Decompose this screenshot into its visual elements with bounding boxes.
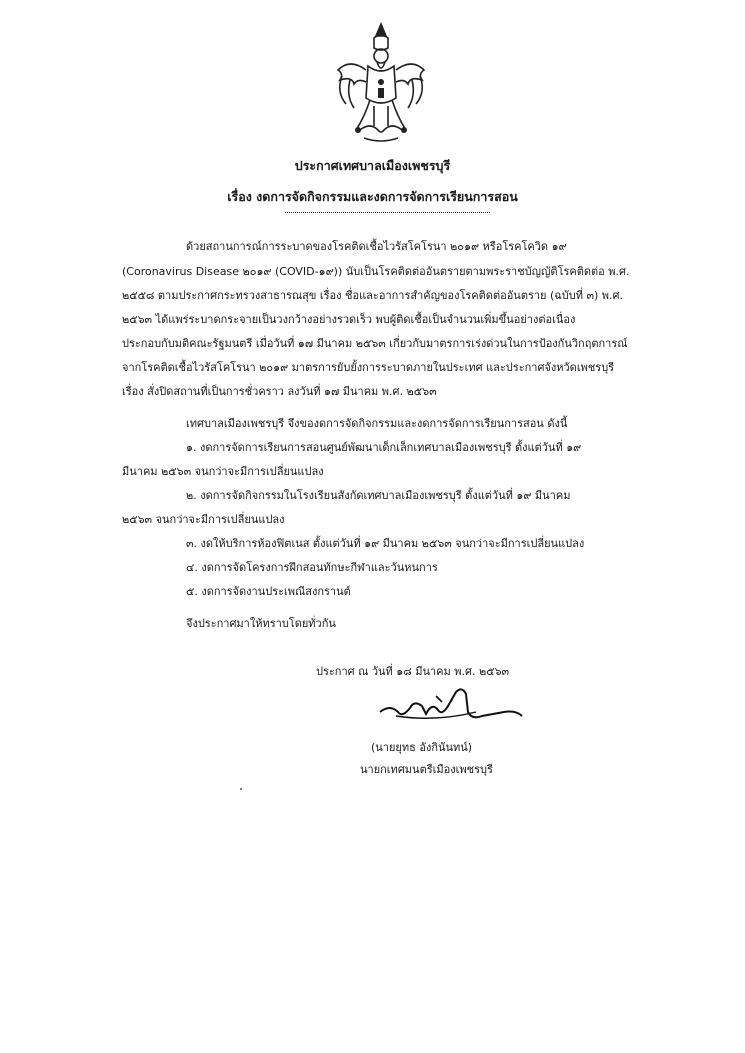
signer-title: นายกเทศมนตรีเมืองเพชรบุรี [360, 763, 493, 776]
item-1-line-2: มีนาคม ๒๕๖๓ จนกว่าจะมีการเปลี่ยนแปลง [122, 465, 324, 478]
intro-line-1: ด้วยสถานการณ์การระบาดของโรคติดเชื้อไวรัสโคโรนา ๒๐๑๙ หรือโรคโควิด ๑๙ [186, 240, 567, 253]
intro-line-6: จากโรคติดเชื้อไวรัสโคโรนา ๒๐๑๙ มาตรการยับยั้งการระบาดภายในประเทศ และประกาศจังหวัดเพชรบุรี [122, 361, 615, 374]
item-1-line-1: ๑. งดการจัดการเรียนการสอนศูนย์พัฒนาเด็กเล็กเทศบาลเมืองเพชรบุรี ตั้งแต่วันที่ ๑๙ [186, 441, 582, 454]
intro-line-4: ๒๕๖๓ ได้แพร่ระบาดกระจายเป็นวงกว้างอย่างรวดเร็ว พบผู้ติดเชื้อเป็นจำนวนเพิ่มขึ้นอย่างต่อเนื่อง [122, 313, 576, 326]
announcement-date: ประกาศ ณ วันที่ ๑๘ มีนาคม พ.ศ. ๒๕๖๓ [316, 665, 510, 678]
scan-speck [240, 788, 242, 790]
item-2-line-1: ๒. งดการจัดกิจกรรมในโรงเรียนสังกัดเทศบาลเมืองเพชรบุรี ตั้งแต่วันที่ ๑๙ มีนาคม [186, 489, 571, 502]
intro-line-3: ๒๕๕๘ ตามประกาศกระทรวงสาธารณสุข เรื่อง ชื่อและอาการสำคัญของโรคติดต่ออันตราย (ฉบับที่ ๓) พ.ศ. [122, 289, 624, 302]
item-4: ๔. งดการจัดโครงการฝึกสอนทักษะกีฬาและวันหนการ [186, 561, 438, 574]
intro-line-7: เรื่อง สั่งปิดสถานที่เป็นการชั่วคราว ลงวันที่ ๑๗ มีนาคม พ.ศ. ๒๕๖๓ [122, 385, 437, 398]
separator-line [285, 212, 490, 213]
item-2-line-2: ๒๕๖๓ จนกว่าจะมีการเปลี่ยนแปลง [122, 513, 285, 526]
signer-name: (นายยุทธ อังกินันทน์) [371, 741, 473, 754]
handwritten-signature [376, 682, 526, 732]
item-3: ๓. งดให้บริการห้องฟิตเนส ตั้งแต่วันที่ ๑๙ มีนาคม ๒๕๖๓ จนกว่าจะมีการเปลี่ยนแปลง [186, 537, 585, 550]
subject-title: เรื่อง งดการจัดกิจกรรมและงดการจัดการเรียนการสอน [227, 189, 518, 204]
intro-line-5: ประกอบกับมติคณะรัฐมนตรี เมื่อวันที่ ๑๗ มีนาคม ๒๕๖๓ เกี่ยวกับมาตรการเร่งด่วนในการป้องกันวิกฤตการณ์ [122, 337, 628, 350]
item-5: ๕. งดการจัดงานประเพณีสงกรานต์ [186, 585, 351, 598]
garuda-emblem [330, 18, 432, 148]
intro-line-2: (Coronavirus Disease ๒๐๑๙ (COVID-๑๙)) นับเป็นโรคติดต่ออันตรายตามพระราชบัญญัติโรคติดต่อ พ.ศ. [122, 265, 630, 278]
measures-intro: เทศบาลเมืองเพชรบุรี จึงของดการจัดกิจกรรมและงดการจัดการเรียนการสอน ดังนี้ [186, 417, 568, 430]
issuer-title: ประกาศเทศบาลเมืองเพชรบุรี [294, 158, 451, 173]
closing-sentence: จึงประกาศมาให้ทราบโดยทั่วกัน [186, 617, 336, 630]
